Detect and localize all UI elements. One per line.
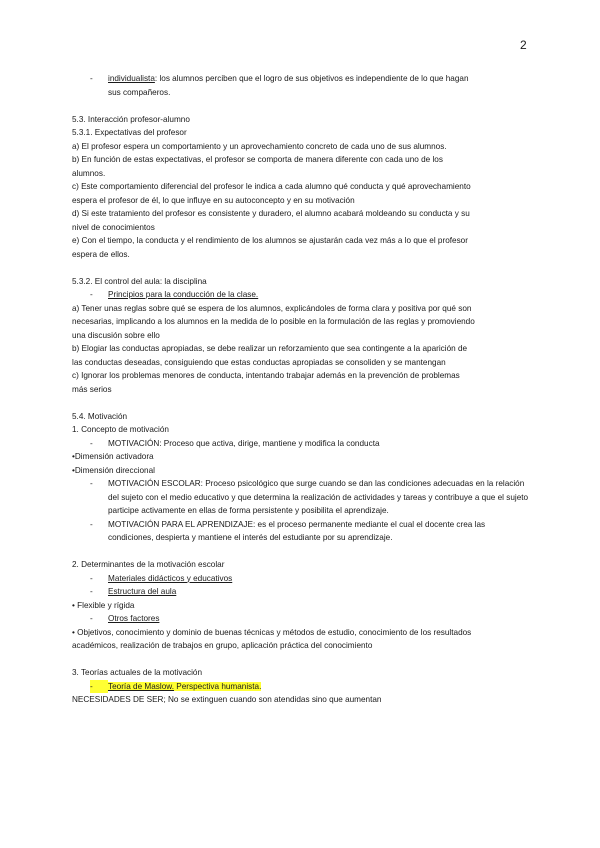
list-item: - individualista: los alumnos perciben que el logro de sus objetivos es independiente de lo que hagan [90,74,469,83]
text-line: d) Si este tratamiento del profesor es consistente y duradero, el alumno acabará moldeando su conducta y su [72,209,470,218]
document-body [72,72,532,707]
text-line: • Objetivos, conocimiento y dominio de buenas técnicas y métodos de estudio, conocimiento de los resultados [72,627,472,637]
text: : los alumnos perciben que el logro de sus objetivos es independiente de lo que hagan [154,74,469,83]
text-line: c) Ignorar los problemas menores de conducta, intentando trabajar además en la prevención de problemas [72,371,460,380]
list-item: - Otros factores [90,614,160,623]
text-line: espera el profesor de él, lo que influye en su autoconcepto y en su motivación [72,195,355,205]
text-line: necesarias, implicando a los alumnos en la medida de lo posible en la formulación de las reglas y promoviendo [72,317,475,326]
text-line: alumnos. [72,168,106,178]
text-line: una discusión sobre ello [72,330,160,340]
text-line: espera de ellos. [72,249,130,259]
text-line: académicos, realización de trabajos en grupo, aplicación práctica del conocimiento [72,641,373,650]
subsection-heading: 5.3.1. Expectativas del profesor [72,128,187,137]
list-item: - MOTIVACIÓN: Proceso que activa, dirige, mantiene y modifica la conducta [90,438,380,448]
list-item: - MOTIVACIÓN ESCOLAR: Proceso psicológico que surge cuando se dan las condiciones adecuadas en la relación del sujeto con el medio educativo y que determina la realización de actividades y tareas y contribuye a que el sujeto participe activamente en ellas de forma persistente y posibilita el aprendizaje. [90,479,529,515]
section-heading: 5.3. Interacción profesor-alumno [72,114,190,124]
text-line: a) El profesor espera un comportamiento y un aprovechamiento concreto de cada uno de sus alumnos. [72,141,447,151]
text-line: a) Tener unas reglas sobre qué se espera de los alumnos, explicándoles de forma clara y positiva por qué son [72,303,472,313]
text-line: •Dimensión direccional [72,465,155,475]
text-line: e) Con el tiempo, la conducta y el rendimiento de los alumnos se ajustarán cada vez más a lo que el profesor [72,236,468,245]
text-line: b) Elogiar las conductas apropiadas, se debe realizar un reforzamiento que sea contingente a la aparición de [72,344,468,353]
list-item: - Principios para la conducción de la clase. [90,290,259,299]
text: Materiales didácticos y educativos [108,573,233,583]
underlined-heading: Principios para la conducción de la clase. [108,290,259,299]
list-item: - Teoría de Maslow. Perspectiva humanista. [72,680,532,694]
highlighted-text [108,682,261,691]
list-item: - Materiales didácticos y educativos [90,573,233,583]
section-heading: 5.4. Motivación [72,411,128,421]
term-individualista: individualista [108,74,155,83]
text: Otros factores [108,614,160,623]
text: MOTIVACIÓN ESCOLAR: Proceso psicológico que surge cuando se dan las condiciones adecuadas en la relación del sujeto con el medio educativo y que determina la realización de actividades y tareas y contribuye a que el sujeto participe activamente en ellas de forma persistente y posibilita el aprendizaje. [108,479,529,515]
text-line: más serios [72,384,112,394]
section-heading: 3. Teorías actuales de la motivación [72,668,203,677]
list-item: - MOTIVACIÓN PARA EL APRENDIZAJE: es el proceso permanente mediante el cual el docente crea las condiciones, despierta y mantiene el interés del estudiante por su aprendizaje. [90,519,486,542]
subsection-heading: 1. Concepto de motivación [72,425,169,434]
text-line: • Flexible y rígida [72,600,135,610]
list-item: - Estructura del aula [90,587,177,596]
text-line: sus compañeros. [108,87,171,97]
text-line: NECESIDADES DE SER; No se extinguen cuando son atendidas sino que aumentan [72,695,382,704]
text-line: •Dimensión activadora [72,452,154,461]
text: Perspectiva humanista. [174,681,262,691]
text: MOTIVACIÓN PARA EL APRENDIZAJE: es el proceso permanente mediante el cual el docente crea las condiciones, despierta y mantiene el interés del estudiante por su aprendizaje. [108,519,486,542]
text-line: las conductas deseadas, consiguiendo que estas conductas apropiadas se consoliden y se mantengan [72,357,446,367]
text: Teoría de Maslow. [108,681,174,691]
text-line: c) Este comportamiento diferencial del profesor le indica a cada alumno qué conducta y qué aprovechamiento [72,182,471,191]
page-number: 2 [520,38,527,52]
text: Estructura del aula [108,587,177,596]
text-line: b) En función de estas expectativas, el profesor se comporta de manera diferente con cada uno de los [72,155,443,164]
subsection-heading: 5.3.2. El control del aula: la disciplina [72,276,207,286]
section-heading: 2. Determinantes de la motivación escolar [72,560,225,569]
text: MOTIVACIÓN: Proceso que activa, dirige, mantiene y modifica la conducta [108,438,380,448]
text-line: nivel de conocimientos [72,222,155,232]
